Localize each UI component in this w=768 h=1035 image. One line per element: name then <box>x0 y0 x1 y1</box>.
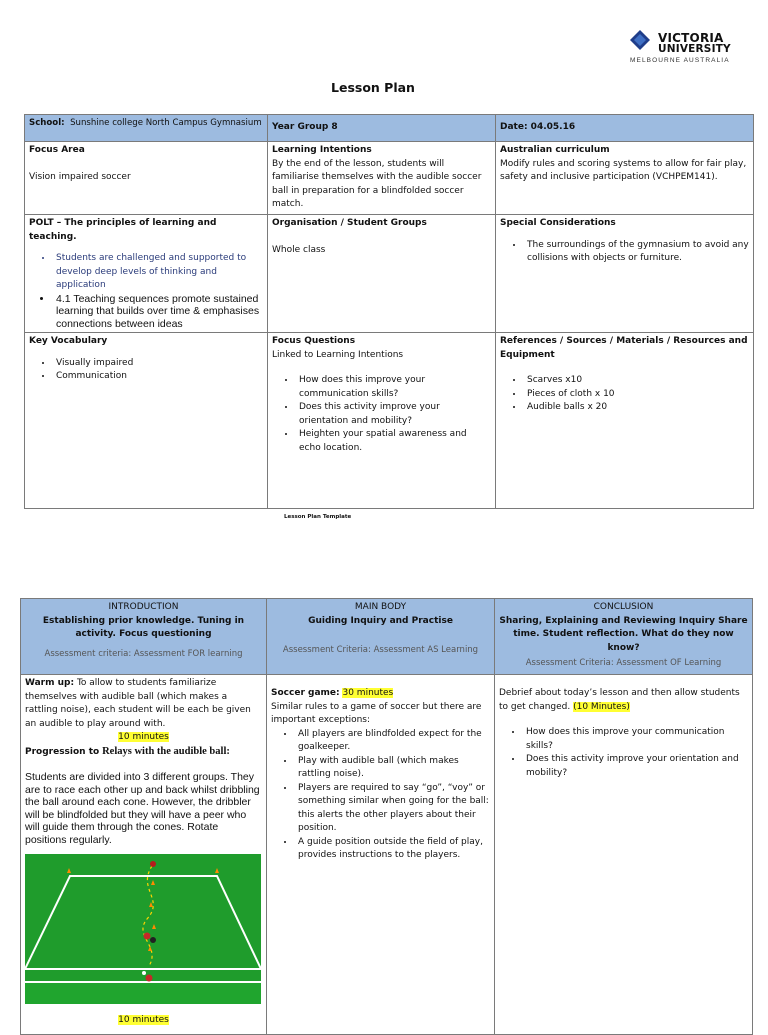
list-item: • Audible balls x 20 <box>524 401 749 415</box>
references-label: References / Sources / Materials / Resources and Equipment <box>500 336 748 360</box>
focus-area-label: Focus Area <box>29 145 85 155</box>
list-item: • How does this improve your communication skills? <box>296 374 491 401</box>
organisation-value: Whole class <box>272 244 326 255</box>
polt-cell <box>25 215 268 333</box>
list-item: • Communication <box>53 370 263 384</box>
references-cell <box>496 333 754 509</box>
soccer-field-diagram <box>25 854 261 1004</box>
lesson-plan-table <box>24 114 754 509</box>
list-item: • A guide position outside the field of play, provides instructions to the players. <box>295 836 490 863</box>
relay-time: 10 minutes <box>118 1015 169 1025</box>
warmup-time-row <box>25 731 262 745</box>
soccer-label: Soccer game: <box>271 688 340 698</box>
conclusion-list <box>499 726 748 780</box>
curriculum-cell <box>496 142 754 215</box>
footer-text: Lesson Plan Template <box>284 514 352 520</box>
curriculum-label: Australian curriculum <box>500 145 610 155</box>
organisation-cell <box>268 215 496 333</box>
date: Date: 04.05.16 <box>496 115 754 142</box>
focus-questions-cell <box>268 333 496 509</box>
debrief-time: (10 Minutes) <box>573 701 630 712</box>
main-body-header <box>267 599 495 675</box>
conclusion-header <box>495 599 753 675</box>
logo-line-3: MELBOURNE AUSTRALIA <box>630 57 730 64</box>
focus-questions-subtitle: Linked to Learning Intentions <box>272 349 404 360</box>
warmup-text: To allow to students familiarize themselves with audible ball (which makes a rattling noise), each student will be each be given an audible to play around with. <box>25 678 251 729</box>
organisation-label: Organisation / Student Groups <box>272 218 427 228</box>
year-group: Year Group 8 <box>268 115 496 142</box>
introduction-title: INTRODUCTION <box>108 602 179 612</box>
main-body-criteria: Assessment Criteria: Assessment AS Learning <box>282 645 479 655</box>
soccer-text: Similar rules to a game of soccer but there are important exceptions: <box>271 701 482 725</box>
learning-intentions-value: By the end of the lesson, students will familiarise themselves with the audible soccer ball in preparation for a blindfolded soccer match. <box>272 158 482 209</box>
school-cell <box>25 115 268 142</box>
references-list <box>500 374 749 415</box>
relay-time-row <box>25 1014 262 1028</box>
special-considerations-list <box>500 239 749 266</box>
conclusion-criteria: Assessment Criteria: Assessment OF Learning <box>525 658 722 668</box>
list-item: • All players are blindfolded expect for the goalkeeper. <box>295 728 490 755</box>
main-body-content <box>267 675 495 1035</box>
polt-list <box>29 252 263 330</box>
soccer-rules-list <box>271 728 490 863</box>
introduction-criteria: Assessment criteria: Assessment FOR learning <box>44 648 243 659</box>
list-item: • Students are challenged and supported to develop deep levels of thinking and application <box>53 252 263 293</box>
introduction-content <box>21 675 267 1035</box>
logo-line-2: UNIVERSITY <box>658 43 731 55</box>
list-item: • How does this improve your communication skills? <box>523 726 748 753</box>
progression-label: Progression to <box>25 746 100 757</box>
special-considerations-cell <box>496 215 754 333</box>
focus-questions-label: Focus Questions <box>272 336 356 346</box>
progression-rest: Relays with the audible ball: <box>102 745 230 757</box>
list-item: • Does this activity improve your orientation and mobility? <box>296 401 491 428</box>
polt-label: POLT – The principles of learning and teaching. <box>29 218 217 242</box>
soccer-field-icon <box>25 854 261 1004</box>
focus-area-cell <box>25 142 268 215</box>
school-label: School: <box>29 118 65 128</box>
school-value: Sunshine college North Campus Gymnasium <box>70 118 262 128</box>
main-body-subtitle: Guiding Inquiry and Practise <box>308 615 453 626</box>
conclusion-title: CONCLUSION <box>593 602 654 612</box>
conclusion-content <box>495 675 753 1035</box>
list-item: • 4.1 Teaching sequences promote sustained learning that builds over time & emphasises connections between ideas <box>53 293 263 331</box>
list-item: • Does this activity improve your orientation and mobility? <box>523 753 748 780</box>
main-body-title: MAIN BODY <box>354 602 407 612</box>
lesson-sequence-table <box>20 598 753 1035</box>
focus-area-value: Vision impaired soccer <box>29 171 131 182</box>
vocabulary-label: Key Vocabulary <box>29 336 108 346</box>
warmup-paragraph <box>25 677 262 731</box>
introduction-subtitle: Establishing prior knowledge. Tuning in activity. Focus questioning <box>42 615 245 639</box>
page-title: Lesson Plan <box>331 80 415 95</box>
curriculum-value: Modify rules and scoring systems to allow for fair play, safety and inclusive participation (VCHPEM141). <box>500 158 747 182</box>
introduction-header <box>21 599 267 675</box>
vocabulary-list <box>29 357 263 384</box>
logo-line-1: VICTORIA <box>658 31 724 45</box>
learning-intentions-cell <box>268 142 496 215</box>
list-item: • Play with audible ball (which makes rattling noise). <box>295 755 490 782</box>
university-logo <box>630 30 730 66</box>
diamond-logo-icon <box>630 30 650 50</box>
learning-intentions-label: Learning Intentions <box>272 145 372 155</box>
vocabulary-cell <box>25 333 268 509</box>
debrief-paragraph <box>499 687 748 714</box>
progression-heading <box>25 745 262 760</box>
special-considerations-label: Special Considerations <box>500 218 616 228</box>
relay-text: Students are divided into 3 different groups. They are to race each other up and back whilst dribbling the ball around each cone. However, the dribbler will be blindfolded but they will have a peer who will guide them through the cones. Rotate positions regularly. <box>25 771 260 846</box>
warmup-time: 10 minutes <box>118 732 169 742</box>
conclusion-subtitle: Sharing, Explaining and Reviewing Inquiry Share time. Student reflection. What do they now know? <box>499 615 748 653</box>
focus-questions-list <box>272 374 491 455</box>
list-item: • Heighten your spatial awareness and echo location. <box>296 428 491 455</box>
list-item: • Scarves x10 <box>524 374 749 388</box>
list-item: • Players are required to say “go”, “voy” or something similar when going for the ball: this alerts the other players about their position. <box>295 782 490 836</box>
list-item: • The surroundings of the gymnasium to avoid any collisions with objects or furniture. <box>524 239 749 266</box>
warmup-label: Warm up: <box>25 678 75 688</box>
list-item: • Pieces of cloth x 10 <box>524 388 749 402</box>
debrief-text: Debrief about today’s lesson and then allow students to get changed. <box>499 688 740 712</box>
soccer-time: 30 minutes <box>342 688 394 698</box>
list-item: • Visually impaired <box>53 357 263 371</box>
soccer-heading <box>271 687 490 701</box>
